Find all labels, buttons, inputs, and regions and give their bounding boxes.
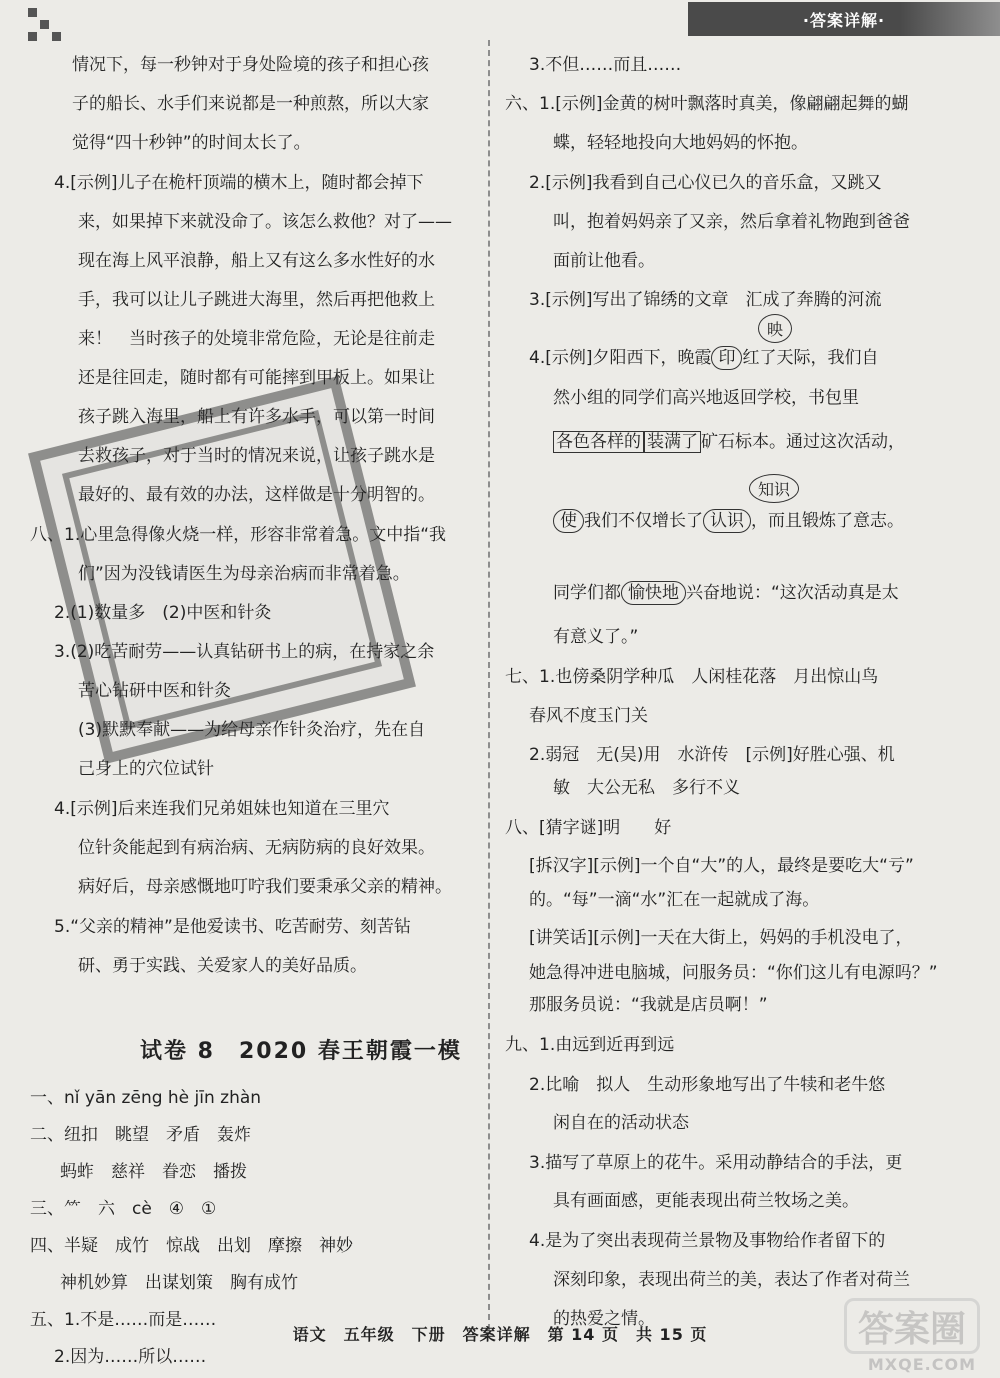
text-line: 敏 大公无私 多行不义 bbox=[553, 778, 740, 798]
boxed-word: 装满了 bbox=[644, 431, 701, 453]
text-segment: 矿石标本。通过这次活动， bbox=[701, 432, 905, 452]
text-line bbox=[553, 431, 905, 453]
text-line: 叫，抱着妈妈亲了又亲，然后拿着礼物跑到爸爸 bbox=[553, 212, 910, 232]
text-line: 闲自在的活动状态 bbox=[553, 1113, 689, 1133]
text-line: 去救孩子，对于当时的情况来说，让孩子跳水是 bbox=[78, 446, 435, 466]
page-footer: 语文 五年级 下册 答案详解 第 14 页 共 15 页 bbox=[292, 1325, 708, 1344]
text-line: 具有画面感，更能表现出荷兰牧场之美。 bbox=[553, 1191, 859, 1211]
watermark-logo: 答案圈 bbox=[844, 1298, 980, 1354]
text-line: 的热爱之情。 bbox=[553, 1309, 655, 1329]
text-line: 三、⺮ 六 cè ④ ① bbox=[30, 1199, 217, 1219]
column-divider bbox=[488, 40, 490, 1330]
circled-word: 使 bbox=[553, 509, 584, 533]
text-line: 蚂蚱 慈祥 眷恋 播拨 bbox=[60, 1162, 247, 1182]
text-line: 八、1.心里急得像火烧一样，形容非常着急。文中指“我 bbox=[30, 525, 447, 545]
text-line: 3.[示例]写出了锦绣的文章 汇成了奔腾的河流 bbox=[529, 290, 882, 310]
text-line: 位针灸能起到有病治病、无病防病的良好效果。 bbox=[78, 838, 435, 858]
text-line: 她急得冲进电脑城，问服务员：“你们这儿有电源吗？” bbox=[529, 963, 938, 983]
text-segment: 4.[示例]夕阳西下，晚霞 bbox=[529, 348, 712, 368]
text-line: 2.因为……所以…… bbox=[54, 1347, 207, 1367]
text-line: 病好后，母亲感慨地叮咛我们要秉承父亲的精神。 bbox=[78, 877, 452, 897]
text-line: 3.不但……而且…… bbox=[529, 55, 682, 75]
text-line: 五、1.不是……而是…… bbox=[30, 1310, 217, 1330]
text-line: 子的船长、水手们来说都是一种煎熬，所以大家 bbox=[72, 94, 429, 114]
text-line: 来！ 当时孩子的处境非常危险，无论是往前走 bbox=[78, 329, 435, 349]
text-segment: 兴奋地说：“这次活动真是太 bbox=[686, 583, 899, 603]
text-line: 苦心钻研中医和针灸 bbox=[78, 681, 231, 701]
header-label: ·答案详解· bbox=[802, 10, 886, 30]
text-line: 现在海上风平浪静，船上又有这么多水性好的水 bbox=[78, 251, 435, 271]
text-line: 4.[示例]儿子在桅杆顶端的横木上，随时都会掉下 bbox=[54, 173, 424, 193]
text-line: 然小组的同学们高兴地返回学校，书包里 bbox=[553, 388, 859, 408]
text-line: 一、nǐ yān zēng hè jīn zhàn bbox=[30, 1088, 262, 1108]
text-line: 2.(1)数量多 (2)中医和针灸 bbox=[54, 603, 272, 623]
header-tab bbox=[688, 2, 1000, 36]
text-line: 情况下，每一秒钟对于身处险境的孩子和担心孩 bbox=[72, 55, 429, 75]
text-line: 2.弱冠 无(吴)用 水浒传 [示例]好胜心强、机 bbox=[529, 745, 895, 765]
text-line: 神机妙算 出谋划策 胸有成竹 bbox=[60, 1273, 298, 1293]
text-line bbox=[529, 347, 878, 369]
text-segment: 我们不仅增长了 bbox=[584, 511, 703, 531]
text-line: 最好的、最有效的办法，这样做是十分明智的。 bbox=[78, 485, 435, 505]
text-line: 孩子跳入海里，船上有许多水手，可以第一时间 bbox=[78, 407, 435, 427]
text-line: 4.是为了突出表现荷兰景物及事物给作者留下的 bbox=[529, 1231, 886, 1251]
text-line: 研、勇于实践、关爱家人的美好品质。 bbox=[78, 956, 367, 976]
text-line: 来，如果掉下来就没命了。该怎么救他？对了—— bbox=[78, 212, 452, 232]
text-line: 蝶，轻轻地投向大地妈妈的怀抱。 bbox=[553, 133, 808, 153]
text-line: [讲笑话][示例]一天在大街上，妈妈的手机没电了， bbox=[529, 928, 913, 948]
text-line: 己身上的穴位试针 bbox=[78, 759, 214, 779]
text-line: 二、纽扣 眺望 矛盾 轰炸 bbox=[30, 1125, 251, 1145]
text-line: 春风不度玉门关 bbox=[529, 706, 648, 726]
text-line: 面前让他看。 bbox=[553, 251, 655, 271]
text-segment: ，而且锻炼了意志。 bbox=[751, 511, 904, 531]
circled-word: 认识 bbox=[703, 509, 751, 533]
text-line: (3)默默奉献——为给母亲作针灸治疗，先在自 bbox=[78, 720, 426, 740]
text-line: [拆汉字][示例]一个自“大”的人，最终是要吃大“亏” bbox=[529, 856, 914, 876]
text-line: 四、半疑 成竹 惊战 出划 摩擦 神妙 bbox=[30, 1236, 353, 1256]
watermark-url: MXQE.COM bbox=[867, 1355, 976, 1374]
correction-bubble: 映 bbox=[758, 314, 792, 343]
text-line: 七、1.也傍桑阴学种瓜 人闲桂花落 月出惊山鸟 bbox=[505, 667, 879, 687]
corner-decoration bbox=[28, 8, 62, 42]
text-line: 4.[示例]后来连我们兄弟姐妹也知道在三里穴 bbox=[54, 799, 390, 819]
text-line: 那服务员说：“我就是店员啊！” bbox=[529, 995, 768, 1015]
boxed-word: 各色各样的 bbox=[553, 431, 644, 453]
text-line: 有意义了。” bbox=[553, 627, 639, 647]
text-line: 觉得“四十秒钟”的时间太长了。 bbox=[72, 133, 311, 153]
text-line: 们”因为没钱请医生为母亲治病而非常着急。 bbox=[78, 564, 410, 584]
text-line: 的。“每”一滴“水”汇在一起就成了海。 bbox=[529, 890, 820, 910]
section-title: 试卷 8 2020 春王朝霞一模 bbox=[140, 1039, 462, 1064]
text-line: 六、1.[示例]金黄的树叶飘落时真美，像翩翩起舞的蝴 bbox=[505, 94, 909, 114]
text-line bbox=[553, 510, 904, 532]
correction-bubble: 知识 bbox=[749, 474, 799, 503]
text-line: 还是往回走，随时都有可能摔到甲板上。如果让 bbox=[78, 368, 435, 388]
text-line: 手，我可以让儿子跳进大海里，然后再把他救上 bbox=[78, 290, 435, 310]
circled-word: 印 bbox=[711, 346, 742, 370]
text-segment: 红了天际，我们自 bbox=[742, 348, 879, 368]
text-line: 2.比喻 拟人 生动形象地写出了牛犊和老牛悠 bbox=[529, 1075, 886, 1095]
text-line: 深刻印象，表现出荷兰的美，表达了作者对荷兰 bbox=[553, 1270, 910, 1290]
text-line: 2.[示例]我看到自己心仪已久的音乐盒，又跳又 bbox=[529, 173, 882, 193]
text-line: 八、[猜字谜]明 好 bbox=[505, 818, 672, 838]
circled-word: 愉快地 bbox=[621, 581, 686, 605]
text-line: 九、1.由远到近再到远 bbox=[505, 1035, 675, 1055]
text-line: 3.(2)吃苦耐劳——认真钻研书上的病，在持家之余 bbox=[54, 642, 435, 662]
text-line: 3.描写了草原上的花牛。采用动静结合的手法，更 bbox=[529, 1153, 903, 1173]
text-segment: 同学们都 bbox=[553, 583, 621, 603]
text-line: 5.“父亲的精神”是他爱读书、吃苦耐劳、刻苦钻 bbox=[54, 917, 411, 937]
text-line bbox=[553, 582, 899, 604]
